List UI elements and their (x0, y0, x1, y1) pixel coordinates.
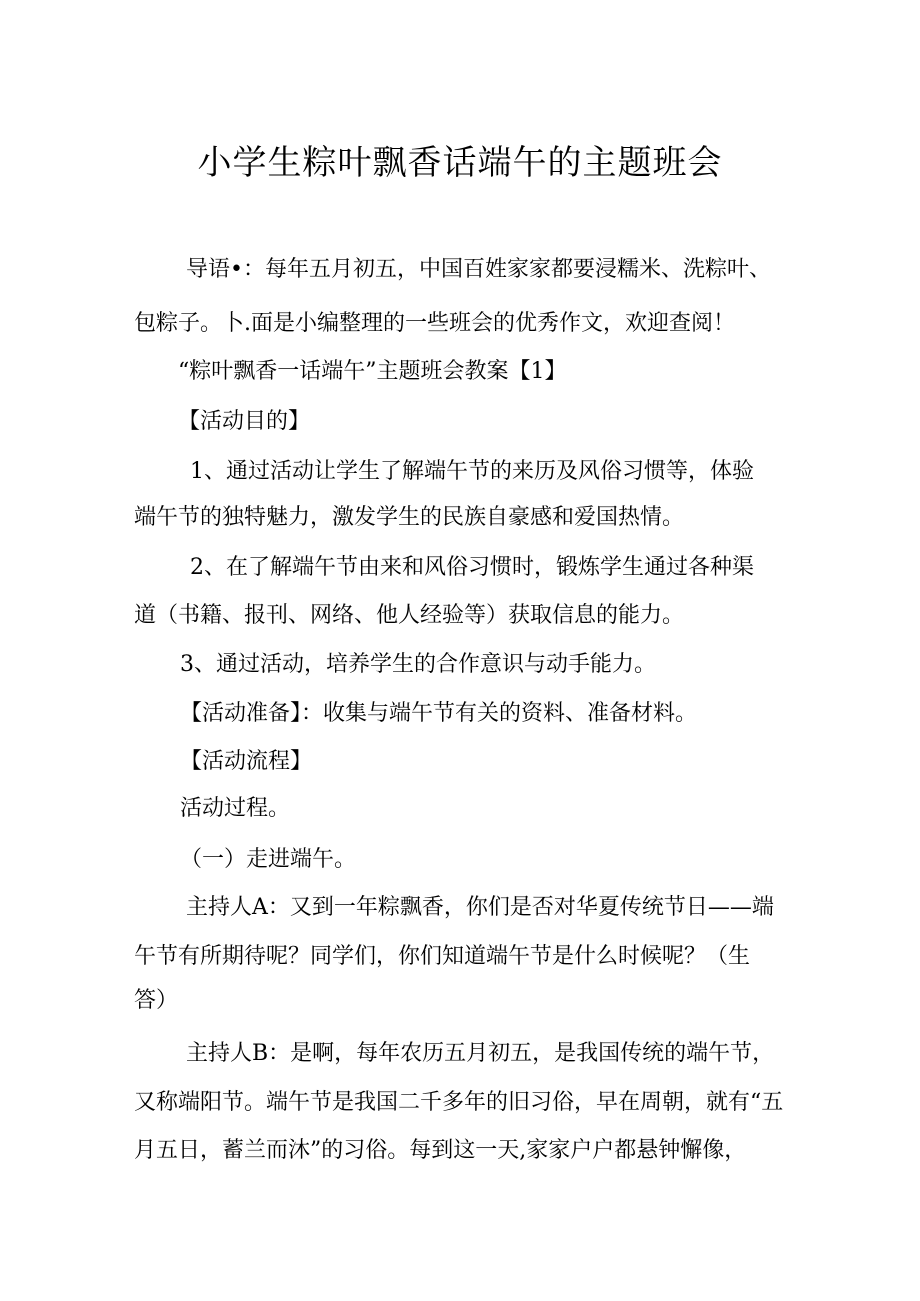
paragraph-line: 活动过程。 (180, 796, 291, 821)
paragraph-line: 2、在了解端午节由来和风俗习惯时，锻炼学生通过各种渠 (190, 555, 754, 580)
paragraph-line: 主持人A：又到一年粽飘香，你们是否对华夏传统节日——端 (186, 895, 774, 920)
paragraph-line: 又称端阳节。端午节是我国二千多年的旧习俗，早在周朝，就有“五 (134, 1090, 784, 1115)
paragraph-line: （一）走进端午。 (180, 847, 357, 872)
paragraph-line: 3、通过活动，培养学生的合作意识与动手能力。 (180, 652, 656, 677)
paragraph-line: 包粽子。卜.面是小编整理的一些班会的优秀作文，欢迎查阅！ (134, 311, 735, 336)
paragraph-line: “粽叶飘香一话端午”主题班会教案【1】 (178, 359, 567, 384)
paragraph-line: 道（书籍、报刊、网络、他人经验等）获取信息的能力。 (134, 603, 685, 628)
paragraph-line: 导语•：每年五月初五，中国百姓家家都要浸糯米、洗粽叶、 (186, 257, 771, 282)
paragraph-line: 主持人B：是啊，每年农历五月初五，是我国传统的端午节， (186, 1041, 775, 1066)
section-heading: 【活动目的】 (178, 409, 311, 434)
paragraph-line: 午节有所期待呢？同学们，你们知道端午节是什么时候呢？（生 (134, 944, 751, 969)
paragraph-line: 端午节的独特魅力，激发学生的民族自豪感和爱国热情。 (134, 505, 685, 530)
paragraph-line: 【活动准备】：收集与端午节有关的资料、准备材料。 (180, 701, 698, 726)
paragraph-line: 月五日，蓄兰而沐”的习俗。每到这一天,家家户户都悬钟懈像， (134, 1138, 747, 1163)
paragraph-line: 答） (134, 988, 179, 1013)
section-heading: 【活动流程】 (180, 749, 313, 774)
paragraph-line: 1、通过活动让学生了解端午节的来历及风俗习惯等，体验 (190, 459, 754, 484)
document-title: 小学生粽叶飘香话端午的主题班会 (197, 143, 723, 183)
